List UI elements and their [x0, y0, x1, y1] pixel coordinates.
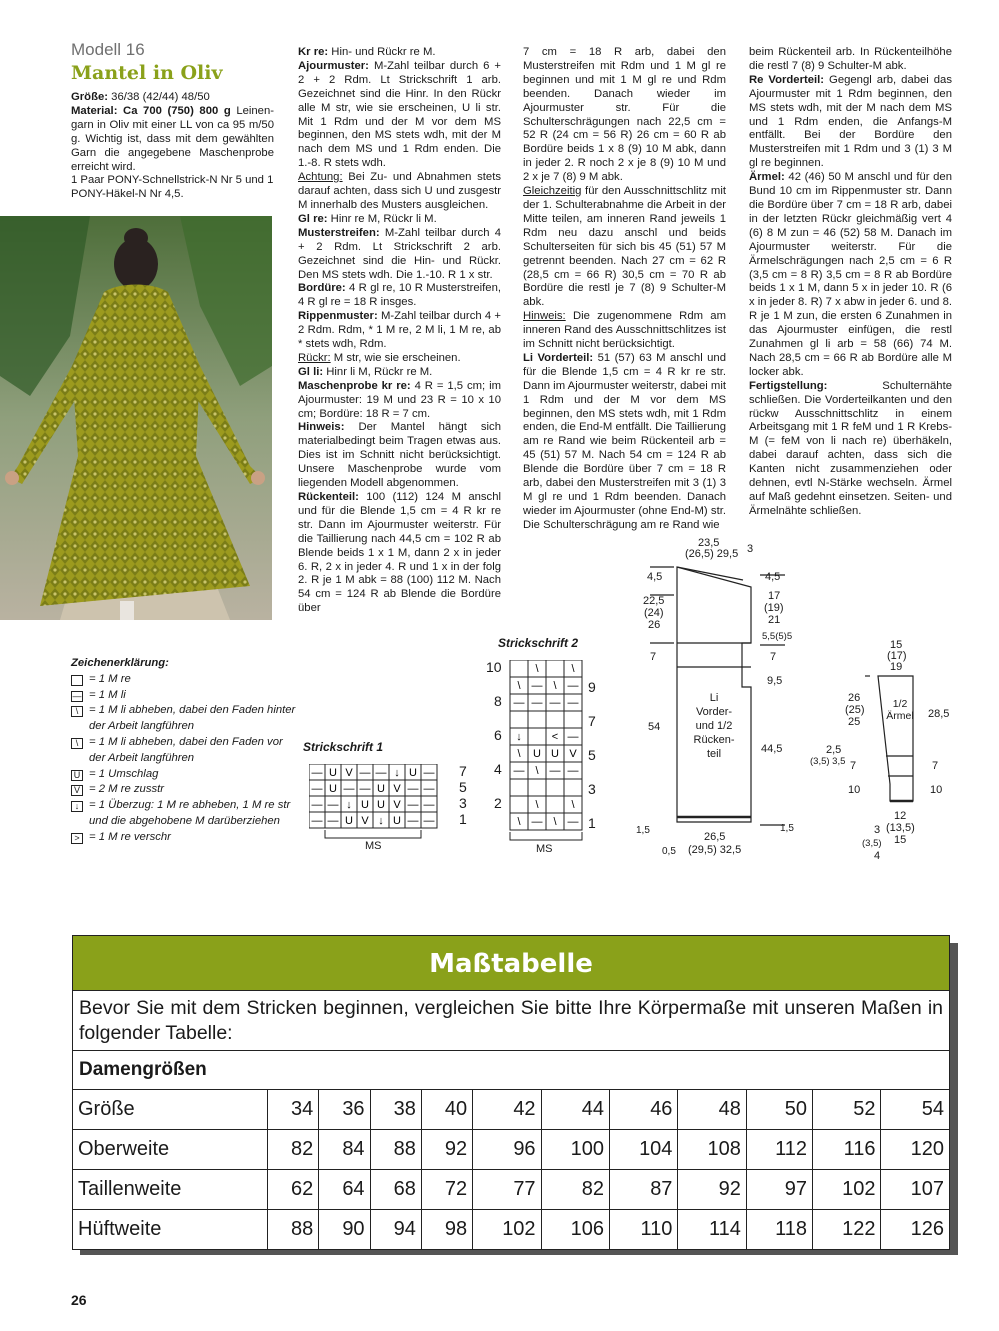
- term-label: Bordüre:: [298, 282, 346, 295]
- chart2-ms-label: MS: [536, 843, 553, 855]
- underlined-term: Achtung:: [298, 171, 343, 184]
- chart2-row-number-right: 9: [588, 679, 596, 695]
- table-cell: 98: [421, 1210, 472, 1250]
- chart2-row-number-right: 7: [588, 713, 596, 729]
- chart1-symbol: V: [393, 783, 401, 795]
- chart2-cell: [510, 779, 528, 796]
- legend: [71, 656, 296, 846]
- chart2-symbol: \: [571, 799, 575, 811]
- paragraph-text: für den Ausschnittschlitz mit der 1. Schulterabnahme die Arbeit in der Mitte teilen, am inneren Rand jeweils 1 Rdm neu dazu anschl und beids Schulterseiten für sich bis 45 (51) 57 M getrennt beenden. Nach 27 cm = 62 R (28,5 cm = 66 R) 30,5 cm = 70 R ab Bordüre die restl je 7 (8) 9 Schulter-M abk.: [523, 185, 726, 309]
- chart1-title: Strickschrift 1: [303, 740, 384, 754]
- chart2-cell: [528, 779, 546, 796]
- chart2-symbol: <: [551, 731, 559, 743]
- chart2-row-number-right: 1: [588, 815, 596, 831]
- table-cell: 84: [319, 1130, 370, 1170]
- table-cell: 38: [370, 1090, 421, 1130]
- table-cell: 72: [421, 1170, 472, 1210]
- col4-paragraph: [749, 380, 952, 519]
- col4-paragraph: [749, 46, 952, 74]
- chart1-symbol: —: [423, 783, 435, 795]
- table-cell: 126: [881, 1210, 950, 1250]
- paragraph-text: M-Zahl teilbar durch 6 + 2 + 2 Rdm. Lt Strickschrift 1 arb. Gezeichnet sind die Hinr. In den Rückr alle M str, wie sie erscheinen, U li str. Mit 1 Rdm und der M vor dem MS beginnen, den MS stets wdh, mit der M nach dem MS und 1 Rdm enden. Die 1.-8. R stets wdh.: [298, 59, 501, 170]
- legend-item: [71, 735, 296, 767]
- chart2-cell: [546, 779, 564, 796]
- table-cell: 102: [813, 1170, 881, 1210]
- underlined-term: Gleichzeitig: [523, 185, 582, 198]
- size-table-grid: [72, 1089, 950, 1250]
- body-schematic: [630, 535, 810, 865]
- slash-square-icon: \: [71, 706, 83, 717]
- sleeve-right-10: 10: [930, 784, 943, 796]
- body-right-44-5: 44,5: [761, 743, 783, 755]
- knitting-chart-1: [309, 764, 479, 854]
- chart1-row-number: 3: [459, 795, 467, 811]
- sleeve-left-26: 26: [848, 692, 861, 704]
- chart1-grid: [309, 764, 479, 854]
- paragraph-text: 7 cm = 18 R arb, dabei den Musterstreifen mit Rdm und 1 M gl re beginnen und mit 1 M gl re und Rdm beenden. Danach wieder im Ajourmuster str. Für die Schulterschrägungen nach 22,5 cm = 52 R (24 cm = 56 R) 26 cm = 60 R ab Bordüre beids 1 x 8 (9) 10 M abk, dann in jeder 2. R noch 2 x je 8 (9) 10 M und 2 x je 7 (8) 9 M abk.: [523, 46, 726, 184]
- page-number: 26: [71, 1292, 87, 1308]
- table-cell: 82: [541, 1170, 609, 1210]
- chart2-symbol: —: [531, 697, 543, 709]
- paragraph-text: 4 R = 1,5 cm; im Ajourmuster: 19 M und 23 R = 10 x 10 cm; Bordüre: 18 R = 7 cm.: [298, 379, 501, 420]
- chart2-cell: [546, 660, 564, 677]
- arrow-square-icon: ↓: [71, 801, 83, 812]
- table-title: Maßtabelle: [72, 935, 950, 991]
- column-2: [298, 46, 501, 616]
- v-square-icon: V: [71, 785, 83, 796]
- table-cell: 92: [421, 1130, 472, 1170]
- material-text: Leinen-garn in Oliv mit einer LL von ca 95 m/50 g. Wichtig ist, dass mit dem gewählten Garn die angegebene Maschenprobe erreicht wird.: [71, 104, 275, 173]
- chart1-symbol: —: [311, 767, 323, 779]
- chart2-cell: [564, 779, 582, 796]
- chart2-symbol: —: [549, 697, 561, 709]
- col4-paragraph: [749, 171, 952, 380]
- paragraph-text: M-Zahl teilbar durch 4 + 2 Rdm. Lt Strickschrift 2 arb. Gezeichnet sind die Hin- und Rückr. Den MS stets wdh. Die 1.-10. R 1 x str.: [298, 226, 501, 281]
- body-left-22-5: 22,5: [643, 595, 665, 607]
- legend-item: [71, 798, 296, 830]
- paragraph-text: M-Zahl teilbar durch 4 + 2 Rdm. Rdm, * 1 M re, 2 M li, 1 M re, ab * stets wdh, Rdm.: [298, 310, 501, 351]
- table-cell: 122: [813, 1210, 881, 1250]
- chart2-title: Strickschrift 2: [498, 636, 579, 650]
- chart2-row-number-left: 8: [494, 693, 502, 709]
- table-cell: 94: [370, 1210, 421, 1250]
- chart1-symbol: U: [329, 783, 337, 795]
- paragraph-text: Die zugenommene Rdm am inneren Rand des Ausschnittschlitzes ist im Schnitt nicht berücksichtigt.: [523, 310, 726, 351]
- paragraph-text: 51 (57) 63 M anschl und für die Blende 1,5 cm = 4 R kr re str. Dann im Ajourmuster weiterstr, dabei mit 1 Rdm und der M vor dem MS beginnen, den MS stets wdh, mit 1 Rdm enden, die End-M entfällt. Die Taillierung am re Rand wie beim Rückenteil arb = 45 (51) 57 M. Nach 54 cm = 124 R ab Blende die Bordüre über 7 cm = 18 R arb, dabei den Musterstreifen mit 3 (1) 3 M gl re und 1 Rdm beenden. Danach wieder im Ajourmuster (ohne End-M) str. Die Schulterschrägung am re Rand wie: [523, 351, 726, 531]
- sleeve-right-7: 7: [932, 760, 939, 772]
- table-cell: 104: [610, 1130, 678, 1170]
- chart1-symbol: —: [343, 783, 355, 795]
- paragraph-text: M str, wie sie erscheinen.: [330, 351, 461, 364]
- chart1-symbol: U: [377, 783, 385, 795]
- chart2-symbol: \: [517, 748, 521, 760]
- table-cell: 42: [473, 1090, 541, 1130]
- chart1-symbol: V: [393, 799, 401, 811]
- chart2-symbol: —: [567, 731, 579, 743]
- underlined-term: Hinweis:: [523, 310, 566, 323]
- body-right-21: 21: [768, 614, 781, 626]
- body-left-7: 7: [650, 651, 657, 663]
- table-cell: 50: [746, 1090, 812, 1130]
- col2-paragraph: [298, 491, 501, 616]
- chart2-cell: [546, 796, 564, 813]
- term-label: Gl li:: [298, 365, 324, 378]
- chart1-symbol: —: [407, 799, 419, 811]
- table-cell: 48: [678, 1090, 746, 1130]
- chart1-symbol: —: [311, 815, 323, 827]
- model-number: Modell 16: [71, 40, 145, 59]
- chart1-symbol: —: [375, 767, 387, 779]
- body-left-4-5: 4,5: [647, 571, 663, 583]
- term-label: Kr re:: [298, 46, 329, 58]
- body-top-small: 3: [747, 543, 754, 555]
- sleeve-left-3-5: (3,5) 3,5: [810, 756, 846, 767]
- table-cell: 120: [881, 1130, 950, 1170]
- chart2-symbol: \: [553, 816, 557, 828]
- table-row: [73, 1130, 950, 1170]
- sleeve-left-7: 7: [850, 760, 857, 772]
- paragraph-text: Hinr li M, Rückr re M.: [323, 365, 433, 378]
- table-cell: 54: [881, 1090, 950, 1130]
- table-cell: 88: [370, 1130, 421, 1170]
- paragraph-text: Gegengl arb, dabei das Ajourmuster mit 1 Rdm beginnen, den MS stets wdh, mit der M nach dem MS und 1 Rdm enden, die Anfangs-M entfällt. Bei der Bordüre den Musterstreifen mit 1 Rdm und 3 (1) 3 M gl re beginnen.: [749, 73, 952, 170]
- term-label: Fertigstellung:: [749, 379, 828, 392]
- chart2-symbol: \: [535, 765, 539, 777]
- chart2-row-number-right: 5: [588, 747, 596, 763]
- chart1-symbol: —: [423, 815, 435, 827]
- column-4: [749, 46, 952, 519]
- table-cell: 112: [746, 1130, 812, 1170]
- legend-text: = 1 M li: [89, 688, 126, 701]
- table-cell: 107: [881, 1170, 950, 1210]
- needles-text: 1 Paar PONY-Schnellstrick-N Nr 5 und 1 PONY-Häkel-N Nr 4,5.: [71, 174, 274, 201]
- chart2-cell: [510, 711, 528, 728]
- body-bottom-1-5-left: 1,5: [636, 825, 650, 836]
- paragraph-text: Schulternähte schließen. Die Vorderteilkanten und den rückw Ausschnittschlitz in einem Arbeitsgang mit 1 R feM und 1 R Krebs-M (= feM von li nach re) überhäkeln, dabei darauf achten, dass sich die Kanten nicht zusammenziehen oder dehnen, evtl N-Stärke wechseln. Ärmel auf Maß gedehnt einsetzen. Seiten- und Ärmelnähte schließen.: [749, 379, 952, 517]
- chart1-symbol: U: [377, 799, 385, 811]
- chart1-ms-bracket: [325, 830, 421, 838]
- chart1-symbol: —: [359, 783, 371, 795]
- table-cell: 90: [319, 1210, 370, 1250]
- table-cell: 40: [421, 1090, 472, 1130]
- legend-item: [71, 782, 296, 798]
- chart2-symbol: U: [533, 748, 541, 760]
- chart2-symbol: \: [535, 663, 539, 675]
- col2-paragraph: [298, 366, 501, 380]
- legend-item: [71, 703, 296, 735]
- chart2-symbol: —: [531, 680, 543, 692]
- col2-paragraph: [298, 60, 501, 171]
- col2-paragraph: [298, 227, 501, 283]
- chart2-symbol: U: [551, 748, 559, 760]
- table-cell: 106: [541, 1210, 609, 1250]
- table-cell: 88: [268, 1210, 319, 1250]
- chart2-symbol: \: [553, 680, 557, 692]
- legend-text: = 1 Umschlag: [89, 767, 159, 780]
- term-label: Li Vorderteil:: [523, 351, 594, 364]
- sleeve-left-25: 25: [848, 716, 861, 728]
- chart2-grid: [484, 660, 604, 860]
- chart1-symbol: U: [345, 815, 353, 827]
- sleeve-left-2-5: 2,5: [826, 744, 842, 756]
- table-cell: 46: [610, 1090, 678, 1130]
- term-label: Rippenmuster:: [298, 310, 378, 323]
- legend-item: [71, 767, 296, 783]
- sleeve-left-25b: (25): [845, 704, 865, 716]
- sleeve-bottom-4: 4: [874, 850, 881, 862]
- underlined-term: Rückr:: [298, 351, 331, 364]
- legend-text: = 2 M re zusstr: [89, 783, 165, 796]
- chart1-symbol: U: [329, 767, 337, 779]
- paragraph-text: Hinr re M, Rückr li M.: [327, 212, 437, 225]
- body-left-54: 54: [648, 721, 661, 733]
- col3-paragraph: [523, 185, 726, 310]
- body-bottom-1-5-right: 1,5: [780, 823, 794, 834]
- body-bottom-width2: (29,5) 32,5: [688, 844, 742, 856]
- body-right-7: 7: [770, 651, 777, 663]
- col2-paragraph: [298, 310, 501, 352]
- row-label: Hüftweite: [73, 1210, 268, 1250]
- paragraph-text: beim Rückenteil arb. In Rückenteilhöhe die restl 7 (8) 9 Schulter-M abk.: [749, 46, 952, 72]
- column-3: [523, 46, 726, 533]
- col2-paragraph: [298, 46, 501, 60]
- legend-text: = 1 M re verschr: [89, 830, 171, 843]
- table-cell: 34: [268, 1090, 319, 1130]
- paragraph-text: Bei Zu- und Abnahmen stets darauf achten, dass sich U und zusgestr M innerhalb des Musters ausgleichen.: [298, 171, 501, 211]
- chart2-row-number-left: 4: [494, 761, 502, 777]
- chart1-symbol: —: [327, 799, 339, 811]
- chart2-symbol: V: [569, 748, 577, 760]
- table-cell: 97: [746, 1170, 812, 1210]
- chart2-cell: [510, 660, 528, 677]
- body-right-4-5: 4,5: [765, 571, 781, 583]
- body-right-17: 17: [768, 590, 781, 602]
- term-label: Re Vorderteil:: [749, 73, 825, 86]
- size-label: Größe:: [71, 91, 109, 103]
- chart1-symbol: ↓: [394, 767, 400, 779]
- table-cell: 96: [473, 1130, 541, 1170]
- chart2-row-number-left: 10: [486, 659, 502, 675]
- body-top-width: 23,5: [698, 537, 720, 549]
- body-bottom-width: 26,5: [704, 831, 726, 843]
- chart2-symbol: \: [517, 816, 521, 828]
- chart1-row-number: 5: [459, 779, 467, 795]
- table-cell: 64: [319, 1170, 370, 1210]
- table-cell: 87: [610, 1170, 678, 1210]
- chart1-symbol: V: [345, 767, 353, 779]
- sleeve-bottom-13-5: (13,5): [886, 822, 915, 834]
- size-table: [72, 935, 950, 1250]
- chart1-symbol: —: [327, 815, 339, 827]
- table-cell: 77: [473, 1170, 541, 1210]
- chart2-symbol: —: [513, 765, 525, 777]
- legend-text: = 1 M li abheben, dabei den Faden hinter der Arbeit langführen: [89, 704, 296, 733]
- table-subhead: Damengrößen: [72, 1050, 950, 1089]
- table-cell: 100: [541, 1130, 609, 1170]
- chart1-symbol: U: [393, 815, 401, 827]
- table-cell: 102: [473, 1210, 541, 1250]
- paragraph-text: 4 R gl re, 10 R Musterstreifen, 4 R gl re = 18 R insges.: [298, 282, 501, 309]
- table-cell: 92: [678, 1170, 746, 1210]
- chart1-symbol: U: [361, 799, 369, 811]
- col3-paragraph: [523, 46, 726, 185]
- term-label: Hinweis:: [298, 421, 345, 434]
- chart2-row-number-left: 2: [494, 795, 502, 811]
- body-top-width2: (26,5) 29,5: [685, 548, 739, 560]
- paragraph-text: Der Mantel hängt sich materialbedingt beim Tragen etwas aus. Dies ist im Schnitt nicht berücksichtigt. Unsere Maschenprobe wurde vom liegenden Modell abgenommen.: [298, 421, 501, 490]
- chart1-symbol: —: [423, 767, 435, 779]
- table-cell: 36: [319, 1090, 370, 1130]
- sleeve-top-19: 19: [890, 661, 903, 673]
- chart2-ms-bracket: [510, 832, 582, 840]
- size-value: 36/38 (42/44) 48/50: [111, 91, 210, 103]
- chart2-cell: [510, 796, 528, 813]
- col2-paragraph: [298, 352, 501, 366]
- column-1: [71, 91, 274, 202]
- sleeve-bottom-12: 12: [894, 810, 907, 822]
- chart2-symbol: —: [567, 680, 579, 692]
- chart2-cell: [546, 711, 564, 728]
- legend-text: = 1 Überzug: 1 M re abheben, 1 M re str und die abgehobene M darüberziehen: [89, 799, 291, 827]
- table-row: [73, 1090, 950, 1130]
- body-left-24: (24): [644, 607, 664, 619]
- u-square-icon: U: [71, 770, 83, 781]
- body-bottom-0-5: 0,5: [662, 846, 676, 857]
- table-cell: 52: [813, 1090, 881, 1130]
- model-photo: [0, 216, 272, 620]
- chart2-cell: [528, 728, 546, 745]
- chart1-symbol: —: [407, 783, 419, 795]
- chart1-symbol: ↓: [378, 815, 384, 827]
- empty-square-icon: [71, 675, 83, 686]
- term-label: Gl re:: [298, 212, 328, 225]
- body-center-label: Li Vorder- und 1/2 Rücken- teil: [693, 692, 735, 760]
- chart2-cell: [528, 711, 546, 728]
- col2-paragraph: [298, 282, 501, 310]
- chart1-symbol: —: [423, 799, 435, 811]
- chart1-symbol: —: [311, 799, 323, 811]
- col2-paragraph: [298, 213, 501, 227]
- term-label: Maschenprobe kr re:: [298, 379, 411, 392]
- term-label: Musterstreifen:: [298, 226, 380, 239]
- col4-paragraph: [749, 74, 952, 171]
- table-cell: 82: [268, 1130, 319, 1170]
- paragraph-text: Hin- und Rückr re M.: [328, 46, 436, 58]
- table-cell: 44: [541, 1090, 609, 1130]
- legend-text: = 1 M re: [89, 672, 131, 685]
- table-cell: 62: [268, 1170, 319, 1210]
- body-left-26: 26: [648, 619, 661, 631]
- legend-item: [71, 830, 296, 846]
- table-cell: 108: [678, 1130, 746, 1170]
- table-cell: 114: [678, 1210, 746, 1250]
- table-cell: 116: [813, 1130, 881, 1170]
- chart1-symbol: —: [359, 767, 371, 779]
- col2-paragraph: [298, 380, 501, 422]
- row-label: Größe: [73, 1090, 268, 1130]
- knitting-chart-2: [484, 660, 604, 860]
- chart1-symbol: V: [361, 815, 369, 827]
- legend-text: = 1 M li abheben, dabei den Faden vor der Arbeit langführen: [89, 735, 283, 764]
- sleeve-bottom-3: 3: [874, 824, 881, 836]
- chart1-symbol: —: [407, 815, 419, 827]
- table-intro: Bevor Sie mit dem Stricken beginnen, vergleichen Sie bitte Ihre Körpermaße mit unseren Maßen in folgender Tabelle:: [72, 991, 950, 1050]
- chart2-symbol: —: [567, 765, 579, 777]
- page-title: Mantel in Oliv: [71, 62, 223, 84]
- sleeve-top-17: (17): [887, 650, 907, 662]
- sleeve-left-10: 10: [848, 784, 861, 796]
- term-label: Ärmel:: [749, 171, 785, 184]
- paragraph-text: 100 (112) 124 M anschl und für die Blende 1,5 cm = 4 R kr re str. Dann im Ajourmuster weiterstr. Für die Taillierung nach 44,5 cm = 102 R ab Blende beids 1 x 1 M, dann 2 x in jeder 6. R, 2 x in jeder 4. R und 1 x in der folg 2. R je 1 M abk = 88 (100) 112 M. Nach 54 cm = 124 R ab Blende die Bordüre über: [298, 491, 501, 615]
- row-label: Taillenweite: [73, 1170, 268, 1210]
- col2-paragraph: [298, 171, 501, 213]
- chart2-symbol: \: [535, 799, 539, 811]
- row-label: Oberweite: [73, 1130, 268, 1170]
- chart2-row-number-left: 6: [494, 727, 502, 743]
- chart2-symbol: —: [567, 816, 579, 828]
- chart2-symbol: —: [531, 816, 543, 828]
- table-row: [73, 1170, 950, 1210]
- table-cell: 110: [610, 1210, 678, 1250]
- legend-item: [71, 688, 296, 704]
- sleeve-bottom-3-5: (3,5): [862, 838, 882, 849]
- dash-square-icon: —: [72, 690, 82, 701]
- table-cell: 68: [370, 1170, 421, 1210]
- body-right-5-5: 5,5(5)5: [762, 631, 793, 642]
- chart1-row-number: 1: [459, 811, 467, 827]
- table-row: [73, 1210, 950, 1250]
- term-label: Ajourmuster:: [298, 59, 369, 72]
- col2-paragraph: [298, 421, 501, 491]
- material-label: Material: Ca 700 (750) 800 g: [71, 104, 231, 117]
- sleeve-right-28-5: 28,5: [928, 708, 950, 720]
- sleeve-schematic: [810, 636, 960, 866]
- slash-dot-square-icon: \: [71, 738, 83, 749]
- chart1-row-number: 7: [459, 763, 467, 779]
- chart1-symbol: U: [409, 767, 417, 779]
- legend-title: Zeichenerklärung:: [71, 657, 169, 669]
- chart2-row-number-right: 3: [588, 781, 596, 797]
- chart2-symbol: ↓: [516, 731, 522, 743]
- sleeve-top-15: 15: [890, 639, 903, 651]
- chart2-cell: [564, 711, 582, 728]
- body-right-19: (19): [764, 602, 784, 614]
- sleeve-bottom-15: 15: [894, 834, 907, 846]
- paragraph-text: 42 (46) 50 M anschl und für den Bund 10 cm im Rippenmuster str. Dann die Bordüre über 7 cm = 18 R arb, dabei in der letzten Rückr gleichmäßig vert 4 (6) 8 M zun = 46 (52) 58 M. Danach im Ajourmuster weiterstr. Für die Ärmelschrägungen nach 2,5 cm = 6 R (3,5 cm = 8 R) 3,5 cm = 8 R ab Bordüre beids 1 x 1 M, dann 5 x in jeder 10. R (6 x in jeder 8. R) 7 x abw in jeder 6. und 8. R je 1 M zun, die ersten 6 Zunahmen in das Ajourmuster einfügen, die restl Zunahmen gl li arb = 58 (66) 74 M. Nach 28,5 cm = 66 R ab Bordüre alle M locker abk.: [749, 171, 952, 378]
- chart1-symbol: ↓: [346, 799, 352, 811]
- body-right-9-5: 9,5: [767, 675, 783, 687]
- sleeve-center-label: 1/2 Ärmel: [886, 698, 914, 722]
- legend-item: [71, 672, 296, 688]
- chart1-symbol: —: [311, 783, 323, 795]
- chart2-symbol: —: [567, 697, 579, 709]
- greater-square-icon: >: [71, 833, 83, 844]
- chart2-symbol: —: [549, 765, 561, 777]
- col3-paragraph: [523, 352, 726, 533]
- col3-paragraph: [523, 310, 726, 352]
- chart2-symbol: —: [513, 697, 525, 709]
- chart2-symbol: \: [517, 680, 521, 692]
- term-label: Rückenteil:: [298, 491, 359, 503]
- chart1-ms-label: MS: [365, 840, 382, 852]
- chart2-symbol: \: [571, 663, 575, 675]
- table-cell: 118: [746, 1210, 812, 1250]
